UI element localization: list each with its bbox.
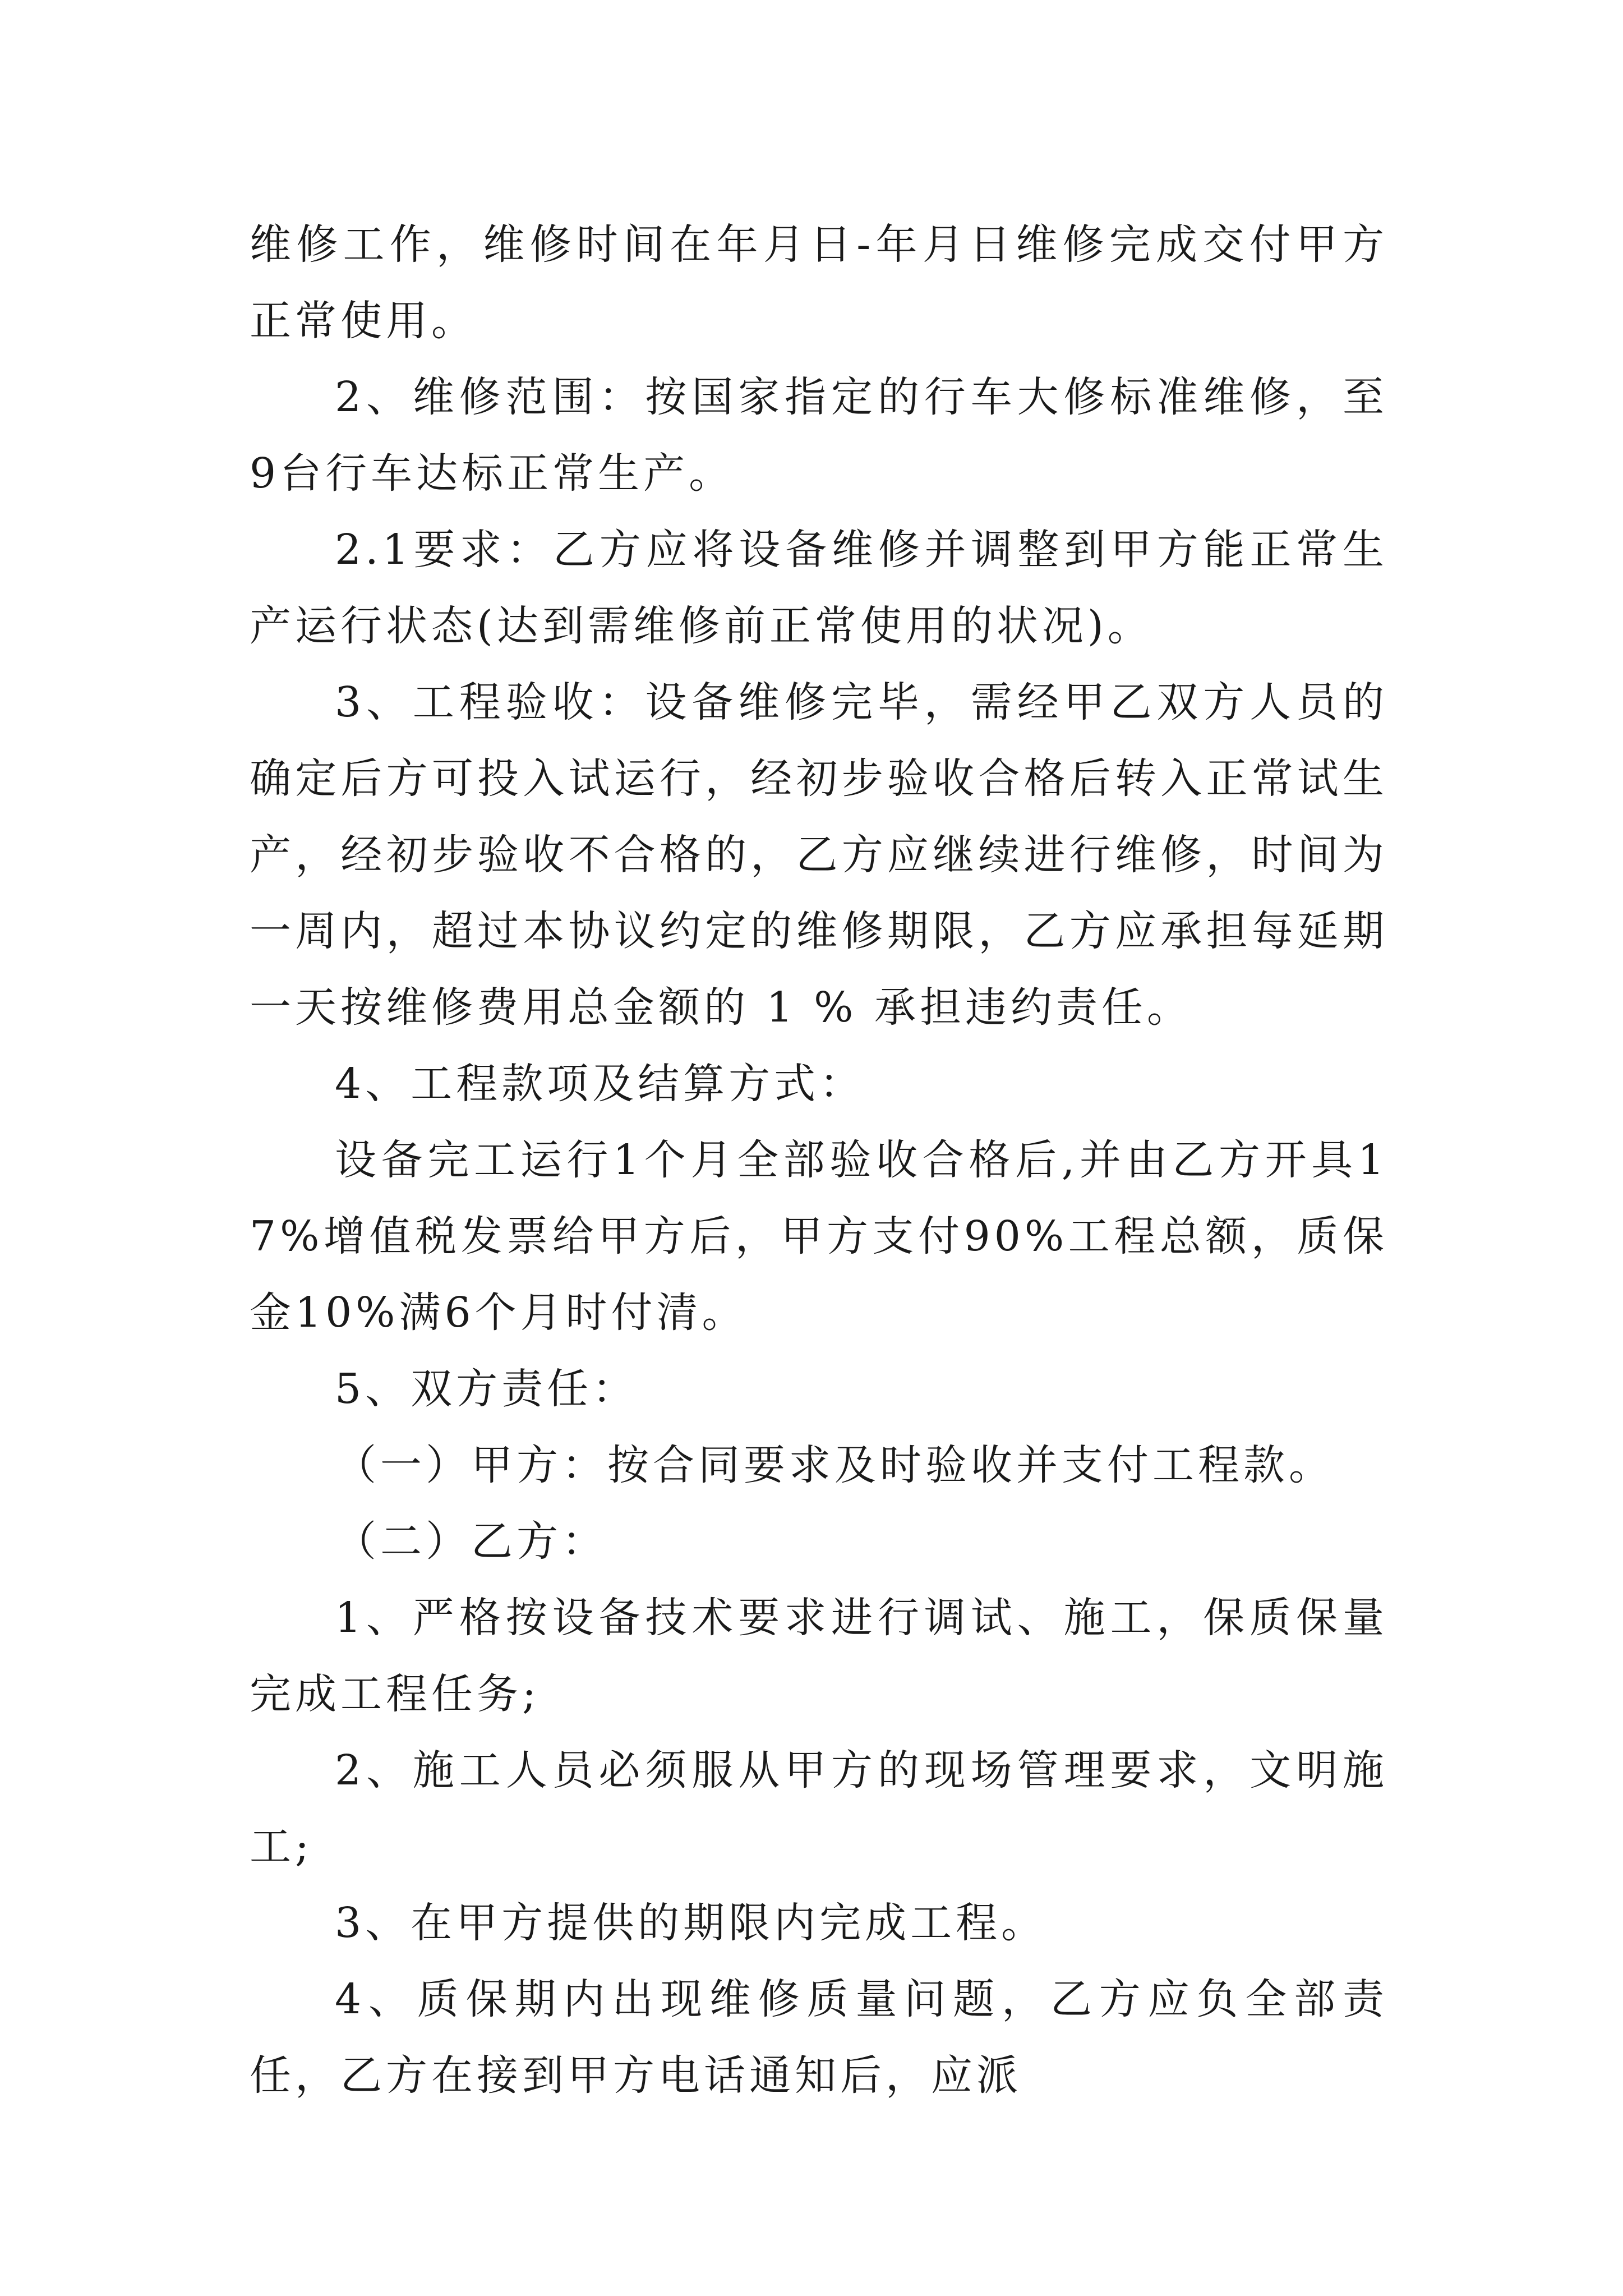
paragraph-party-b-item-2: 2、施工人员必须服从甲方的现场管理要求，文明施工; bbox=[250, 1746, 1388, 1871]
paragraph-party-b-heading: （二）乙方： bbox=[335, 1517, 607, 1566]
paragraph-payment-heading: 4、工程款项及结算方式： bbox=[335, 1060, 865, 1108]
paragraph-maintenance-time: 维修工作，维修时间在年月日-年月日维修完成交付甲方正常使用。 bbox=[250, 220, 1388, 345]
paragraph-party-b-item-1: 1、严格按设备技术要求进行调试、施工，保质保量完成工程任务; bbox=[250, 1594, 1388, 1718]
paragraph-payment-terms: 设备完工运行1个月全部验收合格后,并由乙方开具17%增值税发票给甲方后，甲方支付90%工程总额，质保金10%满6个月时付清。 bbox=[250, 1136, 1388, 1337]
paragraph-maintenance-scope: 2、维修范围：按国家指定的行车大修标准维修，至9台行车达标正常生产。 bbox=[250, 373, 1388, 498]
paragraph-requirements: 2.1要求：乙方应将设备维修并调整到甲方能正常生产运行状态(达到需维修前正常使用的状况)。 bbox=[250, 526, 1388, 650]
paragraph-party-a: （一）甲方：按合同要求及时验收并支付工程款。 bbox=[335, 1441, 1334, 1489]
paragraph-party-b-item-3: 3、在甲方提供的期限内完成工程。 bbox=[335, 1899, 1047, 1947]
document-body bbox=[250, 206, 1388, 2114]
paragraph-party-b-item-4: 4、质保期内出现维修质量问题，乙方应负全部责任，乙方在接到甲方电话通知后，应派 bbox=[250, 1975, 1388, 2100]
paragraph-responsibilities-heading: 5、双方责任： bbox=[335, 1365, 638, 1413]
paragraph-acceptance: 3、工程验收：设备维修完毕，需经甲乙双方人员的确定后方可投入试运行，经初步验收合格后转入正常试生产，经初步验收不合格的，乙方应继续进行维修，时间为一周内，超过本协议约定的维修期限，乙方应承担每延期一天按维修费用总金额的 1 % 承担违约责任。 bbox=[250, 678, 1388, 1032]
